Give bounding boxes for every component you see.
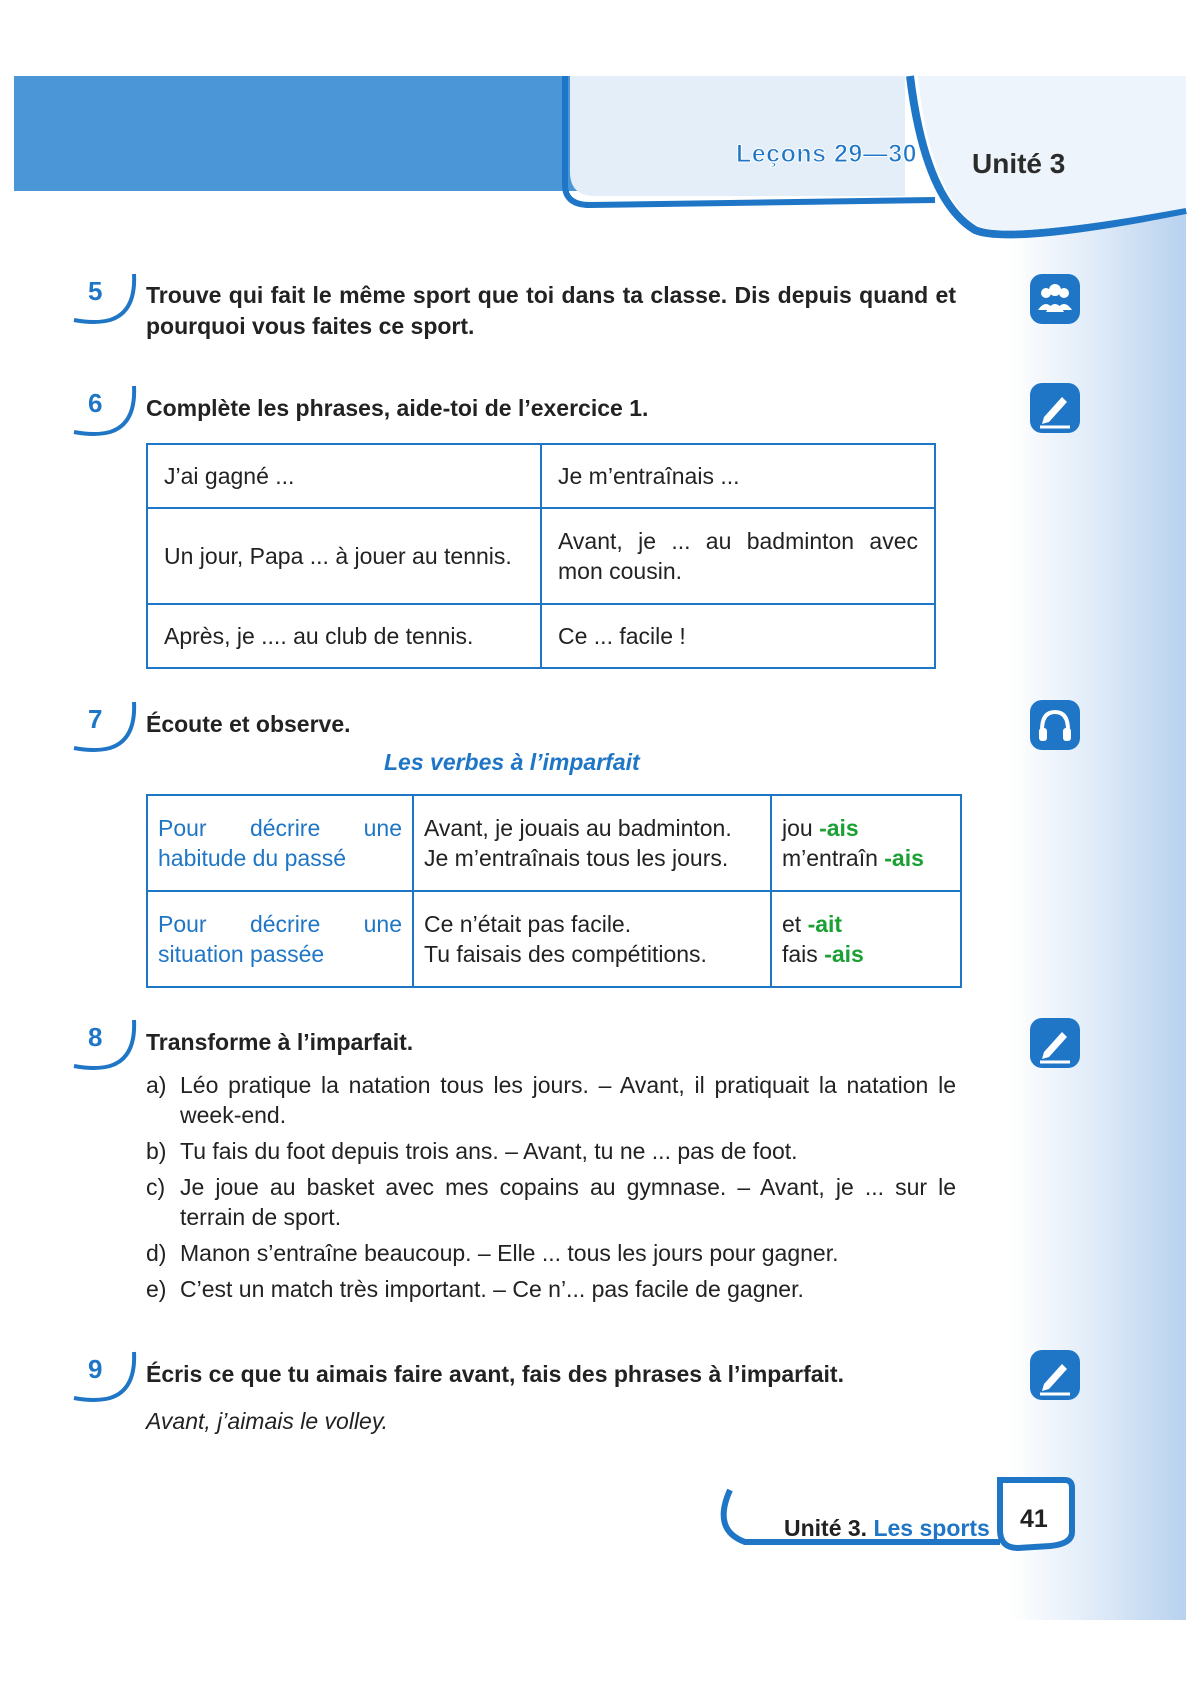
- pencil-icon: [1030, 1018, 1080, 1068]
- exercise-number: 5: [88, 276, 103, 306]
- exercise-6-number: [70, 384, 130, 440]
- exercise-9-title: Écris ce que tu aimais faire avant, fais des phrases à l’imparfait.: [146, 1361, 844, 1387]
- footer-unit: [784, 1515, 990, 1542]
- footer-topic: Les sports: [873, 1515, 990, 1541]
- exercise-7-number: [70, 700, 130, 756]
- exercise-8-list: [146, 1070, 956, 1310]
- table-row: [147, 891, 961, 987]
- table-cell: Je m’entraînais ...: [541, 444, 935, 508]
- exercise-8-number: [70, 1018, 130, 1074]
- exercise-6-table: [146, 443, 936, 669]
- grammar-table-title: Les verbes à l’imparfait: [384, 749, 640, 775]
- verb-stem: jou: [782, 815, 813, 841]
- verb-ending: -ais: [824, 941, 864, 967]
- exercise-9-example: Avant, j’aimais le volley.: [146, 1408, 389, 1434]
- imparfait-table: [146, 794, 962, 988]
- pencil-icon: [1030, 383, 1080, 433]
- exercise-number: 6: [88, 388, 103, 418]
- examples-cell: [413, 891, 771, 987]
- table-row: [147, 508, 935, 604]
- verb-form: [782, 843, 950, 873]
- verb-form: [782, 909, 950, 939]
- verb-form: [782, 813, 950, 843]
- item-text: Tu fais du foot depuis trois ans. – Avant, tu ne ... pas de foot.: [180, 1138, 798, 1164]
- item-text: C’est un match très important. – Ce n’... pas facile de gagner.: [180, 1276, 804, 1302]
- table-cell: Un jour, Papa ... à jouer au tennis.: [147, 508, 541, 604]
- verb-form: [782, 939, 950, 969]
- table-cell: Avant, je ... au badminton avec mon cousin.: [541, 508, 935, 604]
- exercise-number: 8: [88, 1022, 103, 1052]
- pencil-icon: [1030, 1350, 1080, 1400]
- usage-cell: Pour décrire une habitude du passé: [147, 795, 413, 891]
- headphones-icon: [1030, 700, 1080, 750]
- page-number: 41: [1020, 1505, 1048, 1533]
- list-item: [146, 1172, 956, 1232]
- exercise-number: 7: [88, 704, 103, 734]
- unit-label: Unité 3: [972, 148, 1066, 179]
- table-cell: J’ai gagné ...: [147, 444, 541, 508]
- item-text: Je joue au basket avec mes copains au gymnase. – Avant, je ... sur le terrain de sport.: [180, 1174, 956, 1230]
- item-label: e): [146, 1276, 167, 1302]
- exercise-5-title: Trouve qui fait le même sport que toi dans ta classe. Dis depuis quand et pourquoi vous faites ce sport.: [146, 282, 956, 339]
- verb-ending: -ais: [819, 815, 859, 841]
- verb-stem: fais: [782, 941, 818, 967]
- item-label: a): [146, 1072, 167, 1098]
- examples-cell: [413, 795, 771, 891]
- example-line: Je m’entraînais tous les jours.: [424, 845, 729, 871]
- table-row: [147, 444, 935, 508]
- exercise-7-title: Écoute et observe.: [146, 711, 351, 737]
- item-text: Manon s’entraîne beaucoup. – Elle ... tous les jours pour gagner.: [180, 1240, 839, 1266]
- verb-stem: et: [782, 911, 802, 937]
- item-text: Léo pratique la natation tous les jours. – Avant, il pratiquait la natation le week-end.: [180, 1072, 956, 1128]
- item-label: d): [146, 1240, 167, 1266]
- list-item: [146, 1136, 956, 1166]
- list-item: [146, 1274, 956, 1304]
- header-tabs: [0, 0, 1190, 240]
- list-item: [146, 1238, 956, 1268]
- exercise-8-title: Transforme à l’imparfait.: [146, 1029, 414, 1055]
- forms-cell: [771, 795, 961, 891]
- table-cell: Après, je .... au club de tennis.: [147, 604, 541, 668]
- example-line: Ce n’était pas facile.: [424, 911, 632, 937]
- usage-cell: Pour décrire une situation passée: [147, 891, 413, 987]
- item-label: b): [146, 1138, 167, 1164]
- verb-stem: m’entraîn: [782, 845, 878, 871]
- forms-cell: [771, 891, 961, 987]
- exercise-6-title: Complète les phrases, aide-toi de l’exercice 1.: [146, 395, 649, 421]
- lessons-label: Leçons 29—30: [736, 140, 918, 168]
- exercise-number: 9: [88, 1354, 103, 1384]
- item-label: c): [146, 1174, 166, 1200]
- footer-unit-label: Unité 3.: [784, 1515, 868, 1541]
- list-item: [146, 1070, 956, 1130]
- verb-ending: -ait: [807, 911, 843, 937]
- exercise-9-number: [70, 1350, 130, 1406]
- group-icon: [1030, 274, 1080, 324]
- table-cell: Ce ... facile !: [541, 604, 935, 668]
- example-line: Avant, je jouais au badminton.: [424, 815, 732, 841]
- verb-ending: -ais: [884, 845, 924, 871]
- exercise-5-number: [70, 272, 130, 328]
- example-line: Tu faisais des compétitions.: [424, 941, 707, 967]
- table-row: [147, 604, 935, 668]
- table-row: [147, 795, 961, 891]
